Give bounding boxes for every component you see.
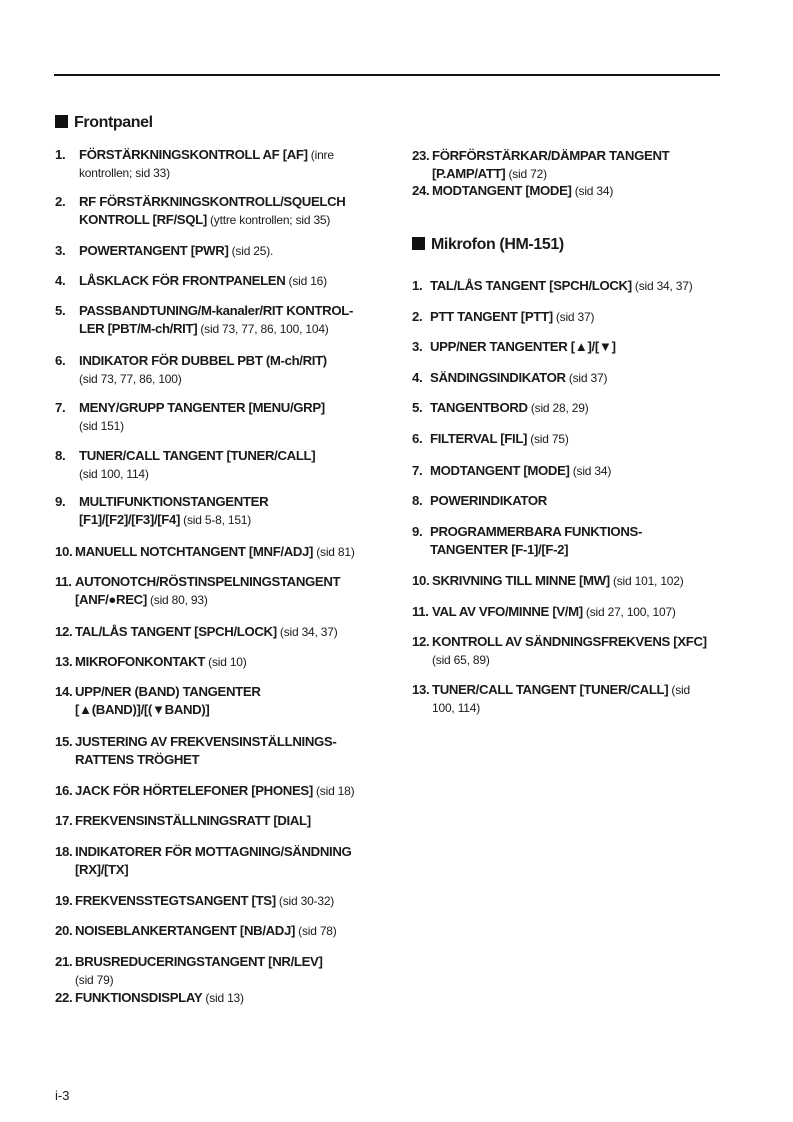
list-item (55, 922, 337, 940)
item-number: 10. (412, 573, 430, 588)
item-page-ref: (sid 81) (313, 545, 355, 559)
item-title: PASSBANDTUNING/M-kanaler/RIT KONTROL- (79, 303, 354, 318)
item-title: UPP/NER TANGENTER [▲]/[▼] (430, 339, 616, 354)
list-item (55, 493, 268, 529)
item-page-ref: (sid 34, 37) (631, 279, 693, 293)
item-page-ref: (sid 10) (205, 655, 247, 669)
mikrofon-heading: Mikrofon (HM-151) (412, 236, 564, 254)
item-page-ref: (sid 18) (312, 784, 355, 798)
item-number: 19. (55, 893, 73, 908)
item-title: TANGENTBORD (430, 400, 528, 415)
item-page-ref: 100, 114) (432, 701, 481, 715)
item-page-ref: (sid 16) (285, 274, 327, 288)
item-number: 12. (412, 634, 430, 649)
item-number: 3. (412, 339, 423, 354)
item-title: POWERTANGENT [PWR] (79, 243, 229, 258)
list-item (412, 572, 684, 590)
frontpanel-heading: Frontpanel (55, 114, 153, 132)
item-page-ref: (sid 27, 100, 107) (582, 605, 676, 619)
item-page-ref: (sid 151) (79, 419, 124, 433)
list-item (412, 277, 693, 295)
top-rule (54, 74, 720, 76)
item-number: 14. (55, 684, 73, 699)
item-number: 6. (412, 431, 423, 446)
item-page-ref: (sid 25). (228, 244, 274, 258)
item-title-cont: [RX]/[TX] (75, 862, 129, 877)
list-item (412, 430, 569, 448)
item-number: 1. (412, 278, 423, 293)
item-title: FÖRFÖRSTÄRKAR/DÄMPAR TANGENT (432, 148, 670, 163)
item-number: 16. (55, 783, 73, 798)
item-page-ref: (sid 78) (295, 924, 337, 938)
list-item (55, 892, 334, 910)
item-page-ref: (sid 37) (552, 310, 595, 324)
list-item (412, 182, 613, 200)
square-bullet-icon (55, 115, 68, 128)
item-title: KONTROLL AV SÄNDNINGSFREKVENS [XFC] (432, 634, 707, 649)
item-number: 5. (55, 303, 66, 318)
item-page-ref: (sid 79) (75, 973, 114, 987)
item-title: MODTANGENT [MODE] (430, 463, 570, 478)
item-page-ref: (sid 28, 29) (527, 401, 589, 415)
item-number: 24. (412, 183, 430, 198)
item-page-ref: (sid 5-8, 151) (180, 513, 252, 527)
list-item (412, 492, 547, 510)
item-number: 20. (55, 923, 73, 938)
item-title: TAL/LÅS TANGENT [SPCH/LOCK] (75, 624, 277, 639)
item-title: FUNKTIONSDISPLAY (75, 990, 203, 1005)
item-title: INDIKATORER FÖR MOTTAGNING/SÄNDNING (75, 844, 352, 859)
item-number: 11. (55, 574, 72, 589)
item-page-ref: (sid 75) (527, 432, 569, 446)
list-item (55, 623, 338, 641)
item-title-cont: [ANF/●REC] (75, 592, 147, 607)
list-item (55, 953, 323, 989)
list-item (55, 573, 340, 609)
item-page-ref: (sid 37) (565, 371, 608, 385)
item-title-cont: [P.AMP/ATT] (432, 166, 506, 181)
list-item (55, 352, 327, 388)
list-item (55, 242, 273, 260)
item-title: PTT TANGENT [PTT] (430, 309, 553, 324)
list-item (55, 193, 345, 229)
item-title-cont: [F1]/[F2]/[F3]/[F4] (79, 512, 181, 527)
item-title: NOISEBLANKERTANGENT [NB/ADJ] (75, 923, 296, 938)
item-number: 10. (55, 544, 73, 559)
item-title: PROGRAMMERBARA FUNKTIONS- (430, 524, 643, 539)
item-title: MODTANGENT [MODE] (432, 183, 572, 198)
list-item (412, 147, 669, 183)
item-page-ref: (sid 101, 102) (609, 574, 684, 588)
item-page-ref: (sid 73, 77, 86, 100) (79, 372, 182, 386)
item-page-ref: (sid 80, 93) (146, 593, 208, 607)
item-number: 23. (412, 148, 430, 163)
item-number: 8. (55, 448, 66, 463)
list-item (55, 989, 244, 1007)
list-item (412, 603, 676, 621)
list-item (55, 272, 327, 290)
item-page-ref: (sid 65, 89) (432, 653, 490, 667)
item-number: 2. (55, 194, 66, 209)
item-number: 7. (55, 400, 66, 415)
item-number: 9. (55, 494, 66, 509)
item-page-ref: (sid (668, 683, 690, 697)
item-title: MENY/GRUPP TANGENTER [MENU/GRP] (79, 400, 325, 415)
item-number: 13. (55, 654, 73, 669)
item-title: SÄNDINGSINDIKATOR (430, 370, 566, 385)
item-title: SKRIVNING TILL MINNE [MW] (432, 573, 610, 588)
item-title: LÅSKLACK FÖR FRONTPANELEN (79, 273, 286, 288)
item-title: INDIKATOR FÖR DUBBEL PBT (M-ch/RIT) (79, 353, 327, 368)
item-page-ref: (sid 34, 37) (276, 625, 338, 639)
item-number: 11. (412, 604, 429, 619)
list-item (55, 733, 336, 769)
item-page-ref: kontrollen; sid 33) (79, 166, 170, 180)
item-page-ref: (inre (307, 148, 334, 162)
square-bullet-icon (412, 237, 425, 250)
item-number: 22. (55, 990, 73, 1005)
item-title: AUTONOTCH/RÖSTINSPELNINGSTANGENT (75, 574, 341, 589)
list-item (412, 523, 642, 559)
item-number: 1. (55, 147, 66, 162)
item-title: TUNER/CALL TANGENT [TUNER/CALL] (432, 682, 669, 697)
item-title-cont: TANGENTER [F-1]/[F-2] (430, 542, 569, 557)
list-item (412, 308, 594, 326)
list-item (412, 462, 611, 480)
item-number: 9. (412, 524, 423, 539)
item-number: 17. (55, 813, 73, 828)
item-title: RF FÖRSTÄRKNINGSKONTROLL/SQUELCH (79, 194, 346, 209)
list-item (412, 633, 707, 669)
list-item (55, 447, 315, 483)
item-number: 5. (412, 400, 423, 415)
item-title: VAL AV VFO/MINNE [V/M] (432, 604, 583, 619)
item-page-ref: (sid 100, 114) (79, 467, 149, 481)
list-item (55, 146, 334, 182)
item-number: 13. (412, 682, 430, 697)
list-item (412, 681, 690, 717)
item-page-ref: (sid 73, 77, 86, 100, 104) (197, 322, 329, 336)
item-title: TAL/LÅS TANGENT [SPCH/LOCK] (430, 278, 632, 293)
list-item (55, 782, 354, 800)
list-item (55, 302, 353, 338)
item-number: 4. (412, 370, 423, 385)
item-page-ref: (yttre kontrollen; sid 35) (206, 213, 331, 227)
item-number: 18. (55, 844, 73, 859)
item-number: 21. (55, 954, 73, 969)
page-number: i-3 (55, 1088, 70, 1103)
item-title: BRUSREDUCERINGSTANGENT [NR/LEV] (75, 954, 323, 969)
item-page-ref: (sid 34) (571, 184, 614, 198)
item-title: UPP/NER (BAND) TANGENTER (75, 684, 261, 699)
item-number: 3. (55, 243, 66, 258)
item-title: FÖRSTÄRKNINGSKONTROLL AF [AF] (79, 147, 308, 162)
item-title-cont: RATTENS TRÖGHET (75, 752, 200, 767)
list-item (55, 543, 355, 561)
item-title: FREKVENSSTEGTSANGENT [TS] (75, 893, 276, 908)
item-page-ref: (sid 34) (569, 464, 612, 478)
item-number: 7. (412, 463, 423, 478)
item-title-cont: LER [PBT/M-ch/RIT] (79, 321, 198, 336)
item-title-cont: [▲(BAND)]/[(▼BAND)] (75, 702, 210, 717)
list-item (55, 683, 261, 719)
item-number: 4. (55, 273, 66, 288)
item-title: FILTERVAL [FIL] (430, 431, 528, 446)
list-item (412, 369, 607, 387)
item-number: 12. (55, 624, 73, 639)
list-item (55, 653, 247, 671)
list-item (55, 812, 311, 830)
item-number: 15. (55, 734, 73, 749)
item-page-ref: (sid 30-32) (275, 894, 335, 908)
item-title: MANUELL NOTCHTANGENT [MNF/ADJ] (75, 544, 314, 559)
list-item (412, 338, 616, 356)
item-title-cont: KONTROLL [RF/SQL] (79, 212, 207, 227)
item-title: MULTIFUNKTIONSTANGENTER (79, 494, 269, 509)
item-title: POWERINDIKATOR (430, 493, 547, 508)
item-title: MIKROFONKONTAKT (75, 654, 206, 669)
list-item (55, 399, 325, 435)
item-number: 8. (412, 493, 423, 508)
item-title: TUNER/CALL TANGENT [TUNER/CALL] (79, 448, 316, 463)
item-title: JUSTERING AV FREKVENSINSTÄLLNINGS- (75, 734, 337, 749)
item-number: 2. (412, 309, 423, 324)
list-item (412, 399, 589, 417)
item-page-ref: (sid 13) (202, 991, 244, 1005)
item-title: FREKVENSINSTÄLLNINGSRATT [DIAL] (75, 813, 311, 828)
item-number: 6. (55, 353, 66, 368)
item-title: JACK FÖR HÖRTELEFONER [PHONES] (75, 783, 313, 798)
item-page-ref: (sid 72) (505, 167, 547, 181)
list-item (55, 843, 351, 879)
